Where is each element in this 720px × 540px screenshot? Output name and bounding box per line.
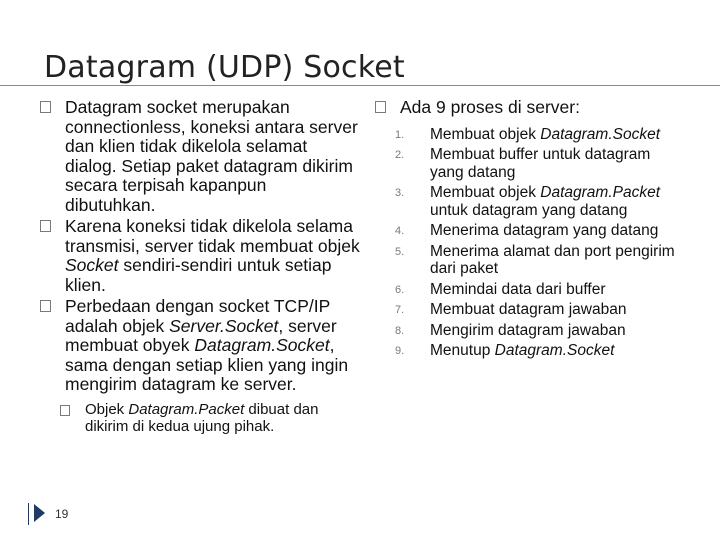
- bullet-text-part: Perbedaan dengan socket TCP/IP adalah objek: [65, 296, 330, 336]
- process-heading: [375, 98, 675, 118]
- sub-bullet-text-emphasis: Datagram.Packet: [128, 400, 245, 418]
- step-number: 3.: [395, 187, 405, 199]
- square-bullet-icon: [40, 101, 51, 113]
- step-text: Menerima datagram yang datang: [430, 222, 659, 239]
- step-number: 7.: [395, 304, 405, 316]
- process-heading-text: Ada 9 proses di server:: [400, 97, 580, 117]
- step-text: Memindai data dari buffer: [430, 280, 606, 298]
- step-text-emphasis: Datagram.Socket: [494, 342, 615, 359]
- bullet-text-part: , server membuat obyek: [65, 315, 337, 355]
- step-number: 8.: [395, 324, 405, 337]
- step-text: Membuat objek: [430, 125, 541, 143]
- bullet-text-emphasis: Server.Socket: [169, 315, 279, 336]
- process-step: [375, 322, 675, 340]
- process-step: [375, 243, 675, 278]
- process-step: [375, 342, 675, 360]
- right-column: [375, 98, 675, 363]
- title-divider: [0, 85, 720, 86]
- bullet-item-2: [40, 217, 360, 295]
- bullet-text: Datagram socket merupakan connectionless, koneksi antara server dan klien tidak dikelola selamat dialog. Setiap paket datagram dikirim secara terpisah kapanpun dibutuhkan.: [65, 97, 358, 215]
- bullet-text-emphasis: Socket: [65, 255, 119, 275]
- step-number: 1.: [395, 128, 405, 141]
- bullet-text-part: Karena koneksi tidak dikelola selama transmisi, server tidak membuat objek: [65, 216, 360, 256]
- square-bullet-icon: [375, 101, 386, 113]
- step-number: 5.: [395, 245, 405, 258]
- bullet-text-emphasis: Datagram.Socket: [194, 335, 330, 355]
- step-text: Membuat objek: [430, 184, 541, 201]
- page-number: 19: [55, 507, 69, 521]
- process-step: [375, 146, 675, 181]
- process-step: [375, 281, 675, 299]
- step-text: Menutup: [430, 342, 495, 359]
- sub-bullet-item: [40, 401, 360, 436]
- step-text: Menerima alamat dan port pengirim dari paket: [430, 242, 675, 277]
- step-text: Mengirim datagram jawaban: [430, 321, 626, 339]
- step-number: 4.: [395, 225, 405, 237]
- left-column: [40, 98, 360, 436]
- bullet-text-part: sendiri-sendiri untuk setiap klien.: [65, 255, 332, 295]
- process-step: [375, 301, 675, 319]
- process-step: [375, 184, 675, 219]
- square-bullet-icon: [60, 405, 70, 416]
- bullet-item-3: [40, 297, 360, 395]
- sub-bullet-text-part: Objek: [85, 400, 129, 418]
- step-text-emphasis: Datagram.Packet: [540, 184, 661, 201]
- process-step: [375, 222, 675, 240]
- slide-title: Datagram (UDP) Socket: [44, 50, 405, 85]
- step-text-emphasis: Datagram.Socket: [540, 125, 661, 143]
- bullet-text-part: , sama dengan setiap klien yang ingin mengirim datagram ke server.: [65, 335, 349, 394]
- bullet-item-1: [40, 98, 360, 215]
- step-text: untuk datagram yang datang: [430, 201, 628, 219]
- step-text: Membuat buffer untuk datagram yang datang: [430, 146, 651, 181]
- page-marker-triangle-icon: [34, 504, 45, 522]
- process-steps-list: [375, 126, 675, 360]
- step-number: 9.: [395, 345, 405, 357]
- step-number: 6.: [395, 283, 405, 296]
- square-bullet-icon: [40, 300, 51, 312]
- process-step: [375, 126, 675, 144]
- step-text: Membuat datagram jawaban: [430, 301, 627, 318]
- footer-divider: [28, 503, 29, 525]
- square-bullet-icon: [40, 220, 51, 232]
- sub-bullet-text-part: dibuat dan dikirim di kedua ujung pihak.: [85, 400, 319, 435]
- step-number: 2.: [395, 149, 405, 161]
